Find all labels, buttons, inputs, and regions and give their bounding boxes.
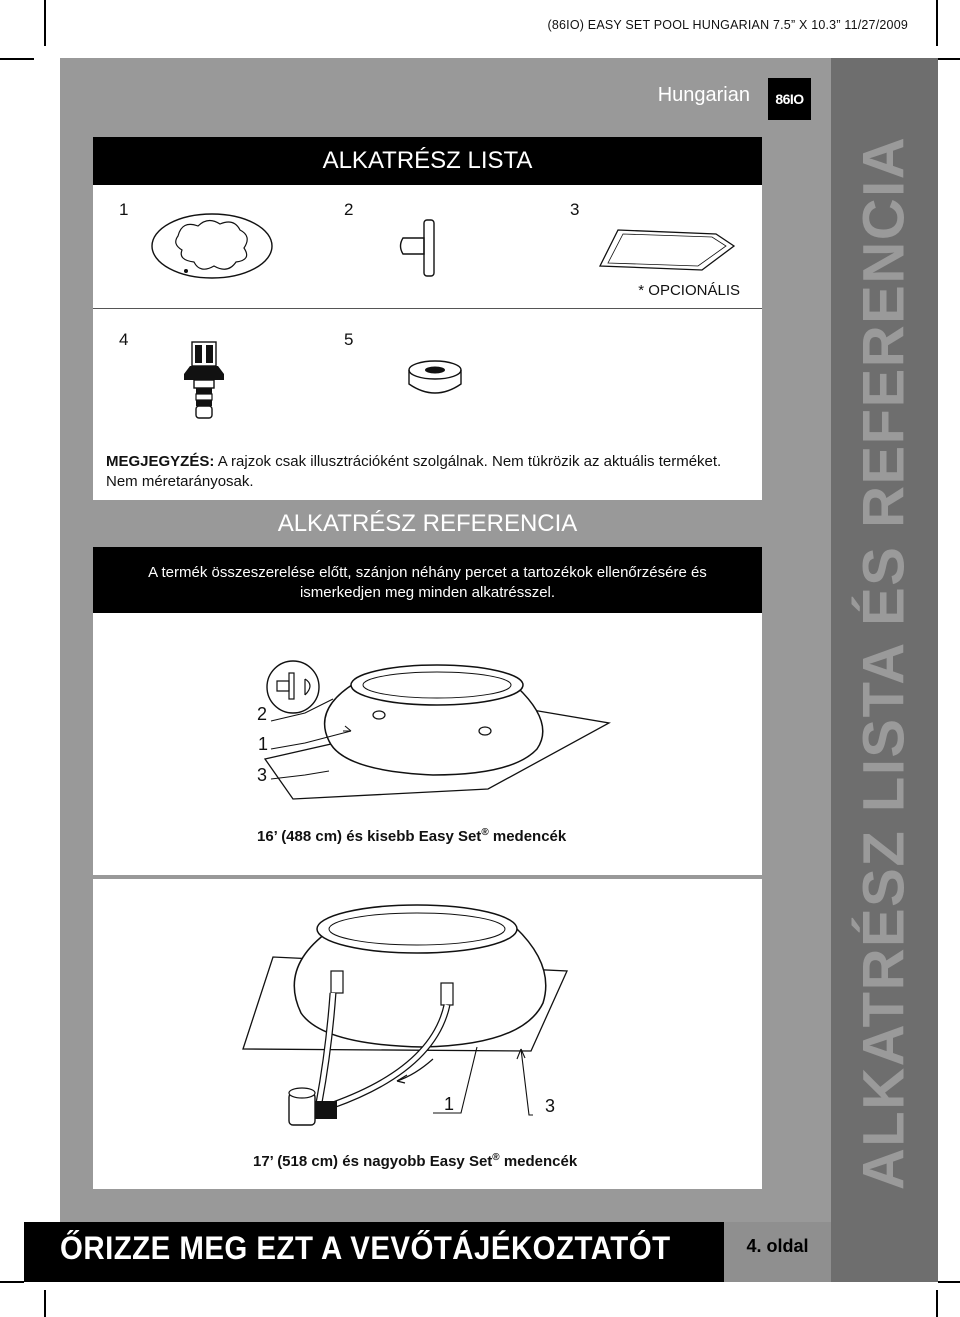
- diagram-2-label-1: 1: [444, 1094, 455, 1114]
- diagram-2-caption: [253, 1152, 577, 1170]
- crop-mark: [936, 58, 960, 60]
- vertical-section-title: ALKATRÉSZ LISTA ÉS REFERENCIA: [851, 135, 917, 1191]
- diagram-1-caption: [257, 827, 566, 845]
- crop-mark: [936, 0, 938, 46]
- diagram-1-label-3: 3: [257, 765, 268, 785]
- caption-1-text: 16’ (488 cm) és kisebb Easy Set: [257, 828, 482, 845]
- caption-2-text: 17’ (518 cm) és nagyobb Easy Set: [253, 1153, 493, 1170]
- parts-list-title: ALKATRÉSZ LISTA: [93, 137, 762, 185]
- disclaimer-note: [106, 452, 736, 492]
- plug-icon: [398, 218, 443, 278]
- diagram-2-label-3: 3: [545, 1096, 556, 1116]
- part-number-4: 4: [119, 330, 129, 349]
- note-label: MEGJEGYZÉS:: [106, 453, 215, 470]
- crop-mark: [938, 1281, 960, 1283]
- model-code-badge: 86IO: [768, 78, 811, 120]
- reference-title: ALKATRÉSZ REFERENCIA: [93, 500, 762, 547]
- part-number-5: 5: [344, 330, 354, 349]
- ground-cloth-icon: [598, 226, 738, 276]
- large-pool-diagram: [93, 879, 762, 1189]
- valve-icon: [180, 340, 228, 428]
- optional-note: * OPCIONÁLIS: [638, 282, 740, 299]
- ring-icon: [405, 358, 465, 400]
- caption-1-suffix: medencék: [488, 828, 567, 845]
- page-number: 4. oldal: [746, 1236, 809, 1256]
- caption-2-suffix: medencék: [499, 1153, 578, 1170]
- crop-mark: [0, 58, 34, 60]
- reference-intro: A termék összeszerelése előtt, szánjon néhány percet a tartozékok ellenőrzésére és ismerkedjen meg minden alkatrésszel.: [93, 547, 762, 613]
- diagram-1-label-1: 1: [258, 734, 269, 754]
- crop-mark: [936, 1290, 938, 1317]
- crop-mark: [44, 1290, 46, 1317]
- footer-title: ŐRIZZE MEG EZT A VEVŐTÁJÉKOZTATÓT: [60, 1230, 671, 1266]
- registered-mark: ®: [492, 1152, 500, 1163]
- parts-divider: [93, 308, 762, 309]
- crop-mark: [0, 1281, 24, 1283]
- diagram-1-label-2: 2: [257, 704, 268, 724]
- pool-icon: [148, 208, 278, 283]
- crop-mark: [44, 0, 46, 46]
- part-number-1: 1: [119, 200, 129, 219]
- part-number-3: 3: [570, 200, 580, 219]
- document-info-header: (86IO) EASY SET POOL HUNGARIAN 7.5” X 10.3” 11/27/2009: [547, 18, 908, 32]
- registered-mark: ®: [481, 827, 489, 838]
- language-label: Hungarian: [657, 84, 750, 106]
- part-number-2: 2: [344, 200, 354, 219]
- note-text: A rajzok csak illusztrációként szolgálnak. Nem tükrözik az aktuális terméket. Nem méretarányosak.: [106, 453, 722, 490]
